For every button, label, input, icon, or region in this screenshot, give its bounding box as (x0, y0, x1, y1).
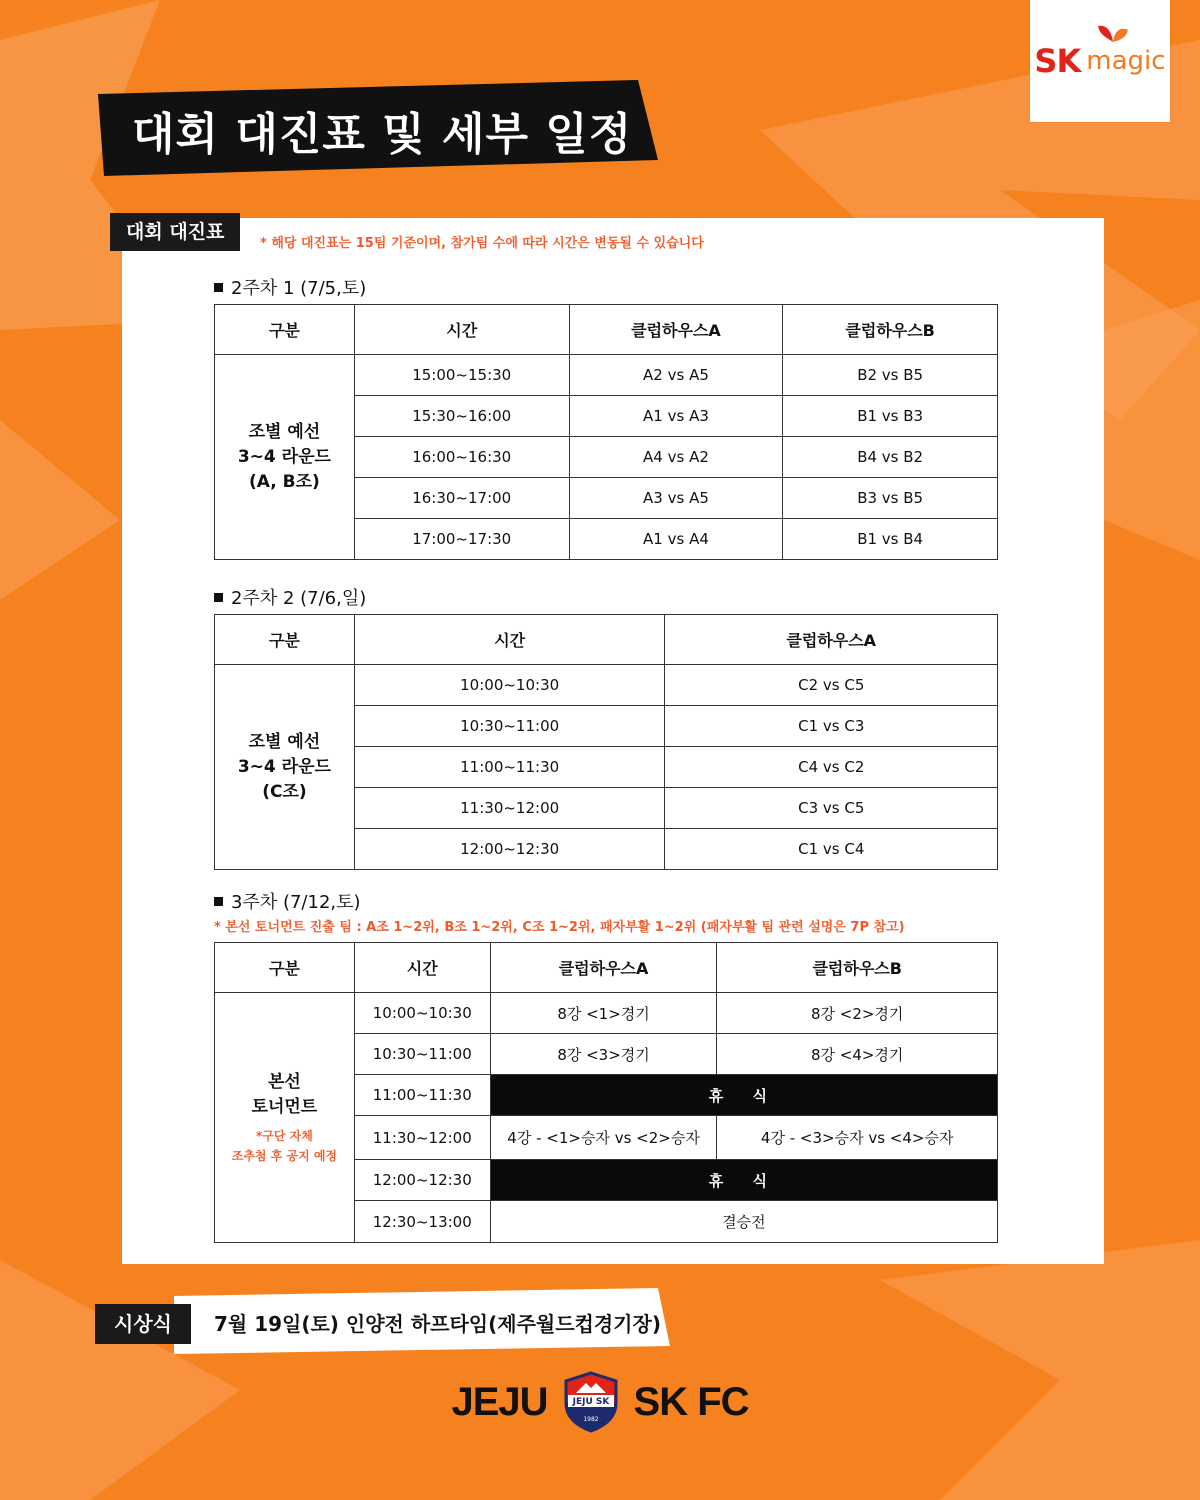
match-cell: A3 vs A5 (569, 478, 783, 519)
time-cell: 12:30~13:00 (354, 1201, 490, 1243)
time-cell: 11:00~11:30 (354, 1075, 490, 1116)
match-cell: 8강 <4>경기 (717, 1034, 998, 1075)
week3-note: * 본선 토너먼트 진출 팀 : A조 1~2위, B조 1~2위, C조 1~2위, 패자부활 1~2위 (패자부활 팀 관련 설명은 7P 참고) (214, 920, 905, 935)
match-cell: A1 vs A4 (569, 519, 783, 560)
award-text: 7월 19일(토) 인양전 하프타임(제주월드컵경기장) (214, 1312, 661, 1336)
title-banner (98, 80, 658, 176)
footer-jeju: JEJU (451, 1379, 548, 1424)
time-cell: 16:00~16:30 (354, 437, 569, 478)
time-cell: 11:00~11:30 (354, 747, 665, 788)
footer-logo (0, 1372, 1200, 1432)
brand-magic: magic (1086, 46, 1166, 76)
match-cell: 8강 <1>경기 (490, 993, 717, 1034)
match-cell: B3 vs B5 (783, 478, 998, 519)
week1-title: 2주차 1 (7/5,토) (214, 274, 366, 300)
time-cell: 11:30~12:00 (354, 788, 665, 829)
time-cell: 15:00~15:30 (354, 355, 569, 396)
match-cell: B4 vs B2 (783, 437, 998, 478)
time-cell: 11:30~12:00 (354, 1116, 490, 1160)
week1-table (214, 304, 998, 560)
week3-table (214, 942, 998, 1243)
time-cell: 10:00~10:30 (354, 993, 490, 1034)
award-tag: 시상식 (95, 1304, 191, 1344)
section-tag: 대회 대진표 (110, 213, 240, 251)
header-cell: 클럽하우스A (665, 615, 998, 665)
time-cell: 17:00~17:30 (354, 519, 569, 560)
match-cell: 4강 - <1>승자 vs <2>승자 (490, 1116, 717, 1160)
header-cell: 클럽하우스A (490, 943, 717, 993)
match-cell: C3 vs C5 (665, 788, 998, 829)
final-cell: 결승전 (490, 1201, 997, 1243)
group-label: 조별 예선 3~4 라운드 (C조) (215, 665, 355, 870)
time-cell: 12:00~12:30 (354, 829, 665, 870)
match-cell: B1 vs B3 (783, 396, 998, 437)
time-cell: 12:00~12:30 (354, 1160, 490, 1201)
header-cell: 클럽하우스A (569, 305, 783, 355)
header-cell: 시간 (354, 305, 569, 355)
match-cell: 8강 <2>경기 (717, 993, 998, 1034)
bullet-square-icon (214, 897, 223, 906)
bullet-square-icon (214, 283, 223, 292)
group-label: 본선 토너먼트 *구단 자체 조추첨 후 공지 예정 (215, 993, 355, 1243)
break-cell: 휴 식 (490, 1160, 997, 1201)
time-cell: 10:30~11:00 (354, 1034, 490, 1075)
match-cell: C1 vs C4 (665, 829, 998, 870)
match-cell: C4 vs C2 (665, 747, 998, 788)
club-badge-icon (562, 1371, 620, 1433)
group-label: 조별 예선 3~4 라운드 (A, B조) (215, 355, 355, 560)
header-cell: 구분 (215, 305, 355, 355)
page-title: 대회 대진표 및 세부 일정 (132, 109, 633, 160)
header-cell: 클럽하우스B (783, 305, 998, 355)
week3-title: 3주차 (7/12,토) (214, 888, 361, 914)
group-note: *구단 자체 (255, 1128, 313, 1143)
brand-sk: SK (1034, 42, 1081, 80)
badge-year: 1982 (582, 1416, 599, 1423)
header-cell: 시간 (354, 943, 490, 993)
header-cell: 구분 (215, 943, 355, 993)
top-note: * 해당 대진표는 15팀 기준이며, 참가팀 수에 따라 시간은 변동될 수 있습니다 (260, 236, 704, 251)
match-cell: A4 vs A2 (569, 437, 783, 478)
match-cell: C2 vs C5 (665, 665, 998, 706)
match-cell: 4강 - <3>승자 vs <4>승자 (717, 1116, 998, 1160)
butterfly-icon (1096, 24, 1130, 50)
week2-title: 2주차 2 (7/6,일) (214, 584, 366, 610)
time-cell: 15:30~16:00 (354, 396, 569, 437)
time-cell: 16:30~17:00 (354, 478, 569, 519)
break-cell: 휴 식 (490, 1075, 997, 1116)
match-cell: B2 vs B5 (783, 355, 998, 396)
header-cell: 시간 (354, 615, 665, 665)
time-cell: 10:00~10:30 (354, 665, 665, 706)
match-cell: 8강 <3>경기 (490, 1034, 717, 1075)
match-cell: C1 vs C3 (665, 706, 998, 747)
week2-table (214, 614, 998, 870)
header-cell: 구분 (215, 615, 355, 665)
group-note: 조추첨 후 공지 예정 (231, 1148, 338, 1163)
bullet-square-icon (214, 593, 223, 602)
badge-text: JEJU SK (572, 1397, 609, 1407)
time-cell: 10:30~11:00 (354, 706, 665, 747)
match-cell: A2 vs A5 (569, 355, 783, 396)
match-cell: B1 vs B4 (783, 519, 998, 560)
footer-skfc: SK FC (633, 1379, 749, 1424)
header-cell: 클럽하우스B (717, 943, 998, 993)
sk-magic-logo (1030, 0, 1170, 122)
match-cell: A1 vs A3 (569, 396, 783, 437)
